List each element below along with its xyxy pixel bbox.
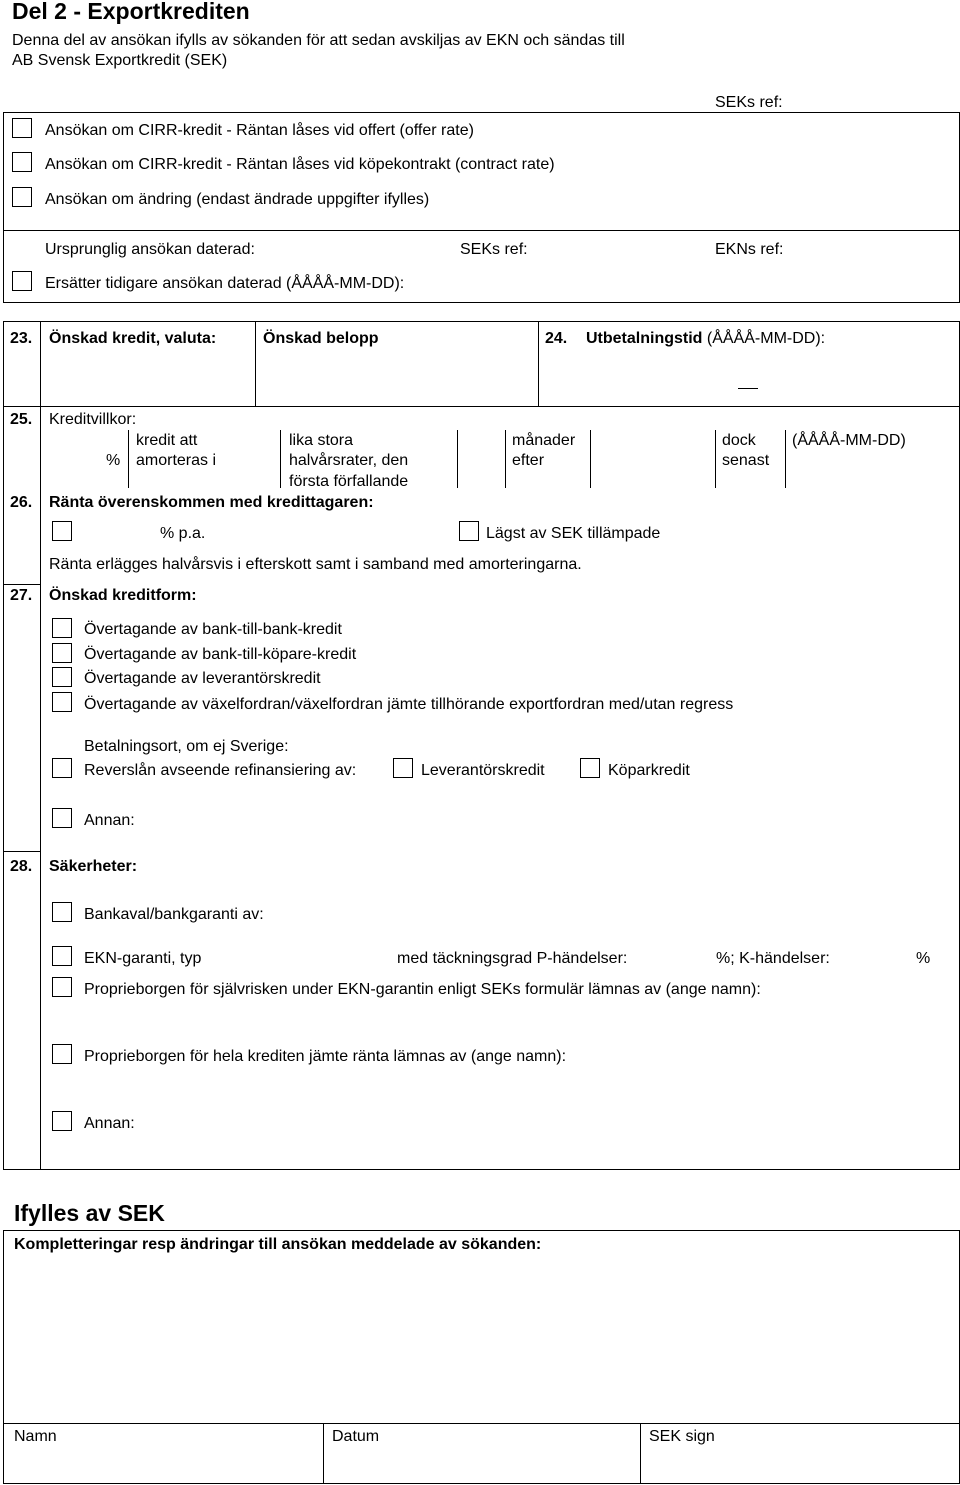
bank-guarantee-label: Bankaval/bankgaranti av: [84,906,264,923]
s25-kredit-att-1: kredit att [136,432,198,449]
bank-guarantee-checkbox[interactable] [52,902,72,922]
bill-of-exchange-checkbox[interactable] [52,692,72,712]
s25-lika-1: lika stora [289,432,354,449]
rate-pa-label: % p.a. [160,525,206,542]
offer-rate-label: Ansökan om CIRR-kredit - Räntan låses vid offert (offer rate) [45,122,474,139]
replaces-label: Ersätter tidigare ansökan daterad (ÅÅÅÅ-MM-DD): [45,275,405,292]
s25-divider-1 [128,430,129,488]
col-divider-23 [255,321,256,406]
signature-col-divider-1 [323,1423,324,1484]
bill-of-exchange-label: Övertagande av växelfordran/växelfordran jämte tillhörande exportfordran med/utan regress [84,696,734,713]
desired-amount-label: Önskad belopp [263,330,379,347]
k-events-percent: % [916,950,931,967]
s25-divider-7 [785,430,786,488]
lowest-sek-label: Lägst av SEK tillämpade [486,525,661,542]
sek-box [3,1230,960,1484]
reverslan-checkbox[interactable] [52,758,72,778]
s25-date-format: (ÅÅÅÅ-MM-DD) [792,432,906,449]
section-26-number: 26. [10,494,33,511]
interest-note: Ränta erlägges halvårsvis i efterskott samt i samband med amorteringarna. [49,556,582,573]
contract-rate-checkbox[interactable] [12,152,32,172]
section-27-number: 27. [10,587,33,604]
security-other-label: Annan: [84,1115,135,1132]
s25-divider-6 [715,430,716,488]
ekns-ref-label: EKNs ref: [715,241,784,258]
coverage-label: med täckningsgrad P-händelser: [397,950,628,967]
section-25-number: 25. [10,411,33,428]
section-24-label [586,329,825,348]
intro-text-line1: Denna del av ansökan ifylls av sökanden för att sedan avskiljas av EKN och sändas till [12,32,625,49]
refinance-supplier-label: Leverantörskredit [421,762,545,779]
payment-place-label: Betalningsort, om ej Sverige: [84,738,289,755]
completions-label: Kompletteringar resp ändringar till ansökan meddelade av sökanden: [14,1236,542,1253]
full-credit-guarantee-label: Proprieborgen för hela krediten jämte ränta lämnas av (ange namn): [84,1048,567,1065]
refinance-buyer-label: Köparkredit [608,762,690,779]
bank-to-bank-checkbox[interactable] [52,618,72,638]
row-divider-27 [3,584,40,585]
row-divider-23 [3,406,960,407]
s25-divider-5 [590,430,591,488]
section-28-number: 28. [10,858,33,875]
section-27-label: Önskad kreditform: [49,587,197,604]
section-28-label: Säkerheter: [49,858,138,875]
s25-manader-1: månader [512,432,576,449]
col-divider-24 [538,321,539,406]
amendment-checkbox[interactable] [12,187,32,207]
self-risk-guarantee-label: Proprieborgen för självrisken under EKN-garantin enligt SEKs formulär lämnas av (ange namn): [84,981,761,998]
self-risk-guarantee-checkbox[interactable] [52,977,72,997]
amendment-label: Ansökan om ändring (endast ändrade uppgifter ifylles) [45,191,430,208]
seks-ref-label: SEKs ref: [460,241,528,258]
divider [3,230,960,231]
replaces-checkbox[interactable] [12,271,32,291]
full-credit-guarantee-checkbox[interactable] [52,1044,72,1064]
rate-pa-checkbox[interactable] [52,521,72,541]
offer-rate-checkbox[interactable] [12,118,32,138]
date-dash [738,388,758,389]
s25-manader-2: efter [512,452,545,469]
supplier-credit-label: Övertagande av leverantörskredit [84,670,321,687]
section-25-label: Kreditvillkor: [49,411,137,428]
credit-form-other-label: Annan: [84,812,135,829]
section-24-number: 24. [545,330,568,347]
number-column-divider [40,321,41,1170]
bank-to-buyer-label: Övertagande av bank-till-köpare-kredit [84,646,357,663]
contract-rate-label: Ansökan om CIRR-kredit - Räntan låses vid köpekontrakt (contract rate) [45,156,555,173]
page-title: Del 2 - Exportkrediten [12,0,250,24]
bank-to-bank-label: Övertagande av bank-till-bank-kredit [84,621,342,638]
s25-kredit-att-2: amorteras i [136,452,217,469]
seks-ref-top-label: SEKs ref: [715,94,783,111]
supplier-credit-checkbox[interactable] [52,667,72,687]
s25-lika-2: halvårsrater, den [289,452,409,469]
sek-sign-label: SEK sign [649,1428,715,1445]
sek-section-title: Ifylles av SEK [14,1200,165,1226]
s25-dock-1: dock [722,432,756,449]
lowest-sek-checkbox[interactable] [459,521,479,541]
s25-lika-3: första förfallande [289,473,409,490]
s25-percent: % [106,452,121,469]
s25-divider-2 [280,430,281,488]
bank-to-buyer-checkbox[interactable] [52,643,72,663]
section-23-number: 23. [10,330,33,347]
signature-col-divider-2 [640,1423,641,1484]
ekn-guarantee-checkbox[interactable] [52,946,72,966]
name-label: Namn [14,1428,57,1445]
credit-form-other-checkbox[interactable] [52,808,72,828]
refinance-supplier-checkbox[interactable] [393,758,413,778]
ekn-guarantee-label: EKN-garanti, typ [84,950,202,967]
reverslan-label: Reverslån avseende refinansiering av: [84,762,357,779]
refinance-buyer-checkbox[interactable] [580,758,600,778]
original-dated-label: Ursprunglig ansökan daterad: [45,241,255,258]
date-label: Datum [332,1428,380,1445]
row-divider-28 [3,851,40,852]
signature-row-divider [3,1423,960,1424]
section-23-label: Önskad kredit, valuta: [49,330,217,347]
section-24-title: Utbetalningstid [586,330,703,347]
section-26-label: Ränta överenskommen med kredittagaren: [49,494,374,511]
s25-divider-4 [505,430,506,488]
section-24-format: (ÅÅÅÅ-MM-DD): [706,330,826,347]
k-events-label: %; K-händelser: [716,950,830,967]
s25-dock-2: senast [722,452,770,469]
s25-divider-3 [457,430,458,488]
security-other-checkbox[interactable] [52,1111,72,1131]
intro-text-line2: AB Svensk Exportkredit (SEK) [12,52,228,69]
